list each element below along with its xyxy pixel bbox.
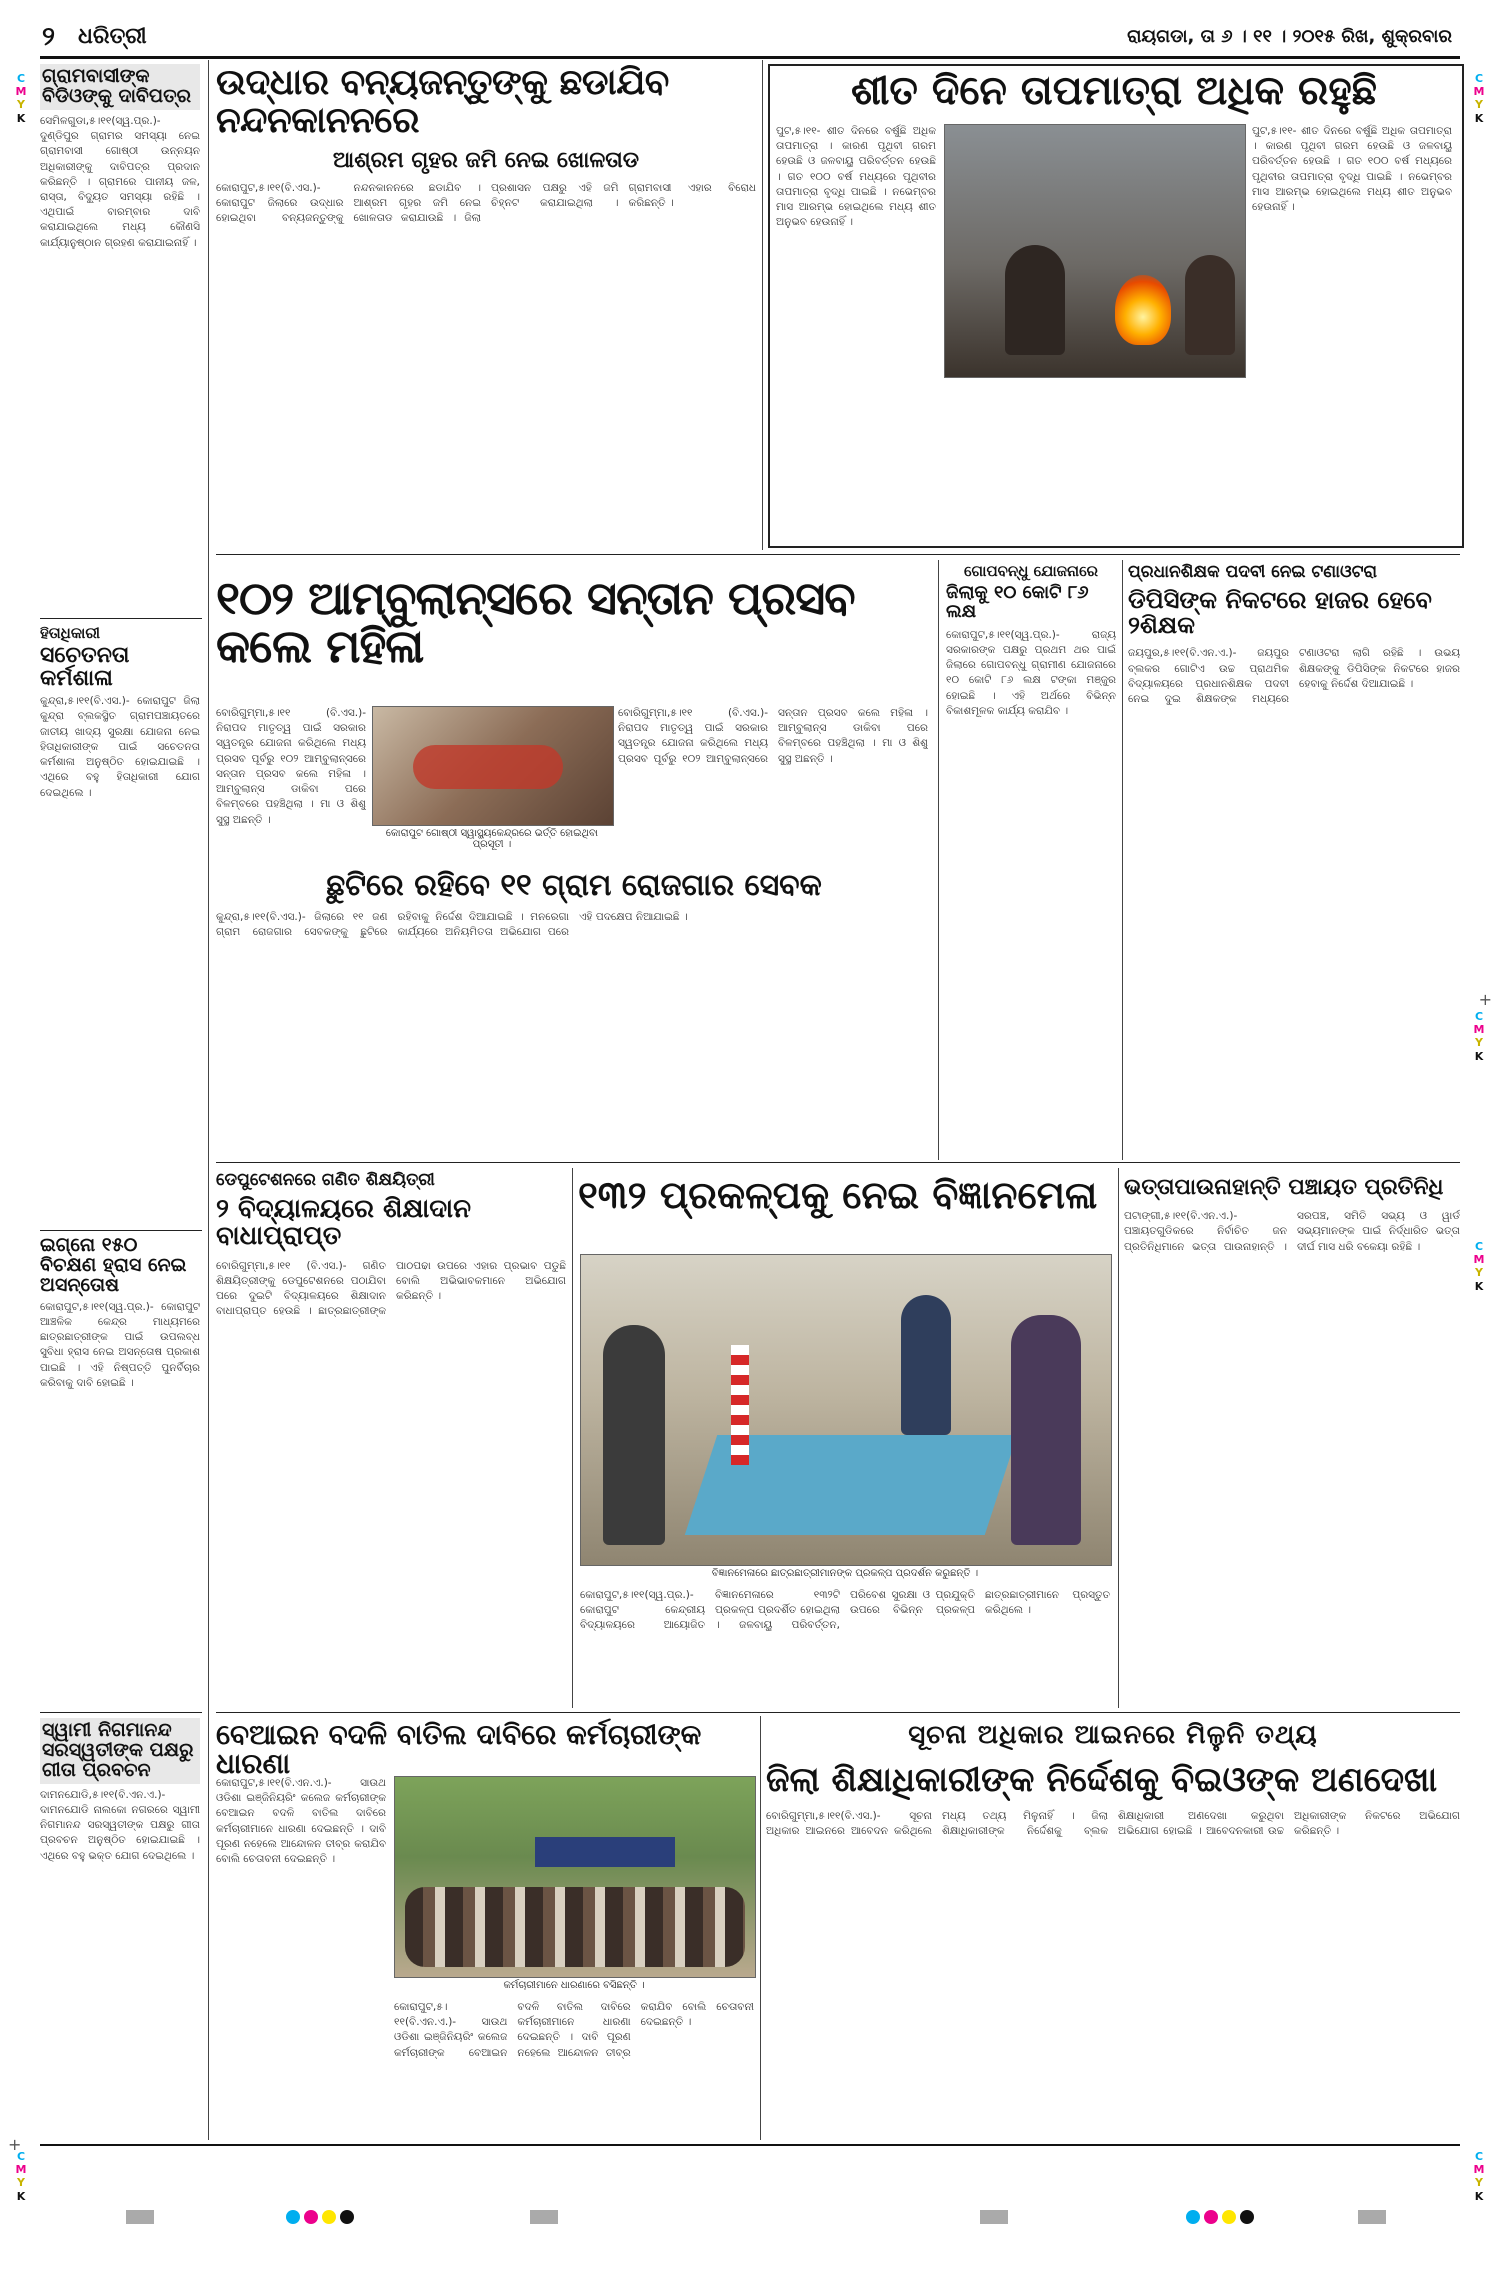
reg-y: Y — [1475, 1266, 1483, 1280]
science-fair-caption: ବିଜ୍ଞାନମେଳାରେ ଛାତ୍ରଛାତ୍ରୀମାନଙ୍କ ପ୍ରକଳ୍ପ ପ୍ରଦର୍ଶନ କରୁଛନ୍ତି । — [711, 1568, 979, 1579]
magenta-swatch — [1204, 2210, 1218, 2224]
rti-body: ବୋରିଗୁମ୍ମା,୫।୧୧(ବି.ଏସ.)- ସୂଚନା ଅଧିକାର ଆଇନରେ ଆବେଦନ କରିଥିଲେ ମଧ୍ୟ ତଥ୍ୟ ମିଳୁନାହିଁ । ଜିଲା ଶିକ୍ଷାଧିକାରୀଙ୍କ ନିର୍ଦ୍ଦେଶକୁ ବ୍ଲକ ଶିକ୍ଷାଧିକାରୀ ଅଣଦେଖା କରୁଥିବା ଅଭିଯୋଗ ହୋଇଛି । ଆବେଦନକାରୀ ଉଚ୍ଚ ଅଧିକାରୀଙ୍କ ନିକଟରେ ଅଭିଯୋଗ କରିଛନ୍ତି । — [766, 1809, 1460, 1837]
person-silhouette — [1185, 255, 1235, 355]
student-figure — [603, 1325, 665, 1545]
math-teacher-body: ବୋରିଗୁମ୍ମା,୫।୧୧ (ବି.ଏସ.)- ଗଣିତ ଶିକ୍ଷୟିତ୍ରୀଙ୍କୁ ଡେପୁଟେଶନରେ ପଠାଯିବା ପରେ ଦୁଇଟି ବିଦ୍ୟାଳୟରେ ଶିକ୍ଷାଦାନ ବାଧାପ୍ରାପ୍ତ ହେଉଛି । ଛାତ୍ରଛାତ୍ରୀଙ୍କ ପାଠପଢା ଉପରେ ଏହାର ପ୍ରଭାବ ପଡୁଛି ବୋଲି ଅଭିଭାବକମାନେ ଅଭିଯୋଗ କରିଛନ୍ତି । — [216, 1259, 566, 1318]
science-fair-photo — [580, 1254, 1112, 1566]
hitadhikari-body: କୁନ୍ଦ୍ରା,୫।୧୧(ବି.ଏସ.)- କୋରାପୁଟ ଜିଲା କୁନ୍ଦ୍ରା ବ୍ଲକସ୍ଥିତ ଗ୍ରାମପଞ୍ଚାୟତରେ ଜାତୀୟ ଖାଦ୍ୟ ସୁରକ୍ଷା ଯୋଜନା ନେଇ ହିତାଧିକାରୀଙ୍କ ପାଇଁ ସଚେତନତା କର୍ମଶାଳା ଅନୁଷ୍ଠିତ ହୋଇଯାଇଛି । ଏଥିରେ ବହୁ ହିତାଧିକାରୀ ଯୋଗ ଦେଇଥିଲେ । — [40, 695, 200, 799]
cyan-swatch — [1186, 2210, 1200, 2224]
villagers-article — [40, 64, 200, 634]
crowd — [405, 1887, 745, 1967]
employees-body-cont: କୋରାପୁଟ,୫।୧୧(ବି.ଏନ.ଏ.)- ସାଉଥ ଓଡିଶା ଇଞ୍ଜିନିୟରିଂ କଲେଜ କର୍ମଚାରୀଙ୍କ ବେଆଇନ ବଦଳି ବାତିଲ ଦାବିରେ କର୍ମଚାରୀମାନେ ଧାରଣା ଦେଇଛନ୍ତି । ଦାବି ପୂରଣ ନହେଲେ ଆନ୍ଦୋଳନ ତୀବ୍ର କରାଯିବ ବୋଲି ଚେତାବନୀ ଦେଇଛନ୍ତି । — [394, 2001, 754, 2059]
hitadhikari-article — [40, 624, 200, 1214]
panchayat-headline: ଭତ୍ତାପାଉନାହାନ୍ତି ପଞ୍ଚାୟତ ପ୍ରତିନିଧି — [1124, 1175, 1444, 1200]
rti-article — [766, 1720, 1460, 2109]
employees-article — [216, 1720, 754, 1779]
cyan-swatch — [286, 2210, 300, 2224]
reg-k: K — [1474, 1049, 1484, 1063]
divider — [938, 560, 939, 1160]
model-tower — [731, 1345, 749, 1465]
masthead-rule — [40, 56, 1460, 59]
reg-m: M — [1473, 2163, 1485, 2177]
science-fair-article — [578, 1173, 1118, 1217]
rti-headline: ଜିଲା ଶିକ୍ଷାଧିକାରୀଙ୍କ ନିର୍ଦ୍ଦେଶକୁ ବିଇଓଙ୍କ ଅଣଦେଖା — [766, 1760, 1438, 1800]
reg-m: M — [1473, 1023, 1485, 1037]
gopabandhu-kicker: ଗୋପବନ୍ଧୁ ଯୋଜନାରେ — [964, 562, 1098, 580]
reg-m: M — [15, 85, 27, 99]
nandankanan-headline: ଉଦ୍ଧାର ବନ୍ୟଜନ୍ତୁଙ୍କୁ ଛଡାଯିବ ନନ୍ଦନକାନନରେ — [216, 62, 669, 141]
reg-c: C — [16, 72, 26, 85]
gopabandhu-body: କୋରାପୁଟ,୫।୧୧(ସ୍ୱ.ପ୍ର.)- ରାଜ୍ୟ ସରକାରଙ୍କ ପକ୍ଷରୁ ପ୍ରଥମ ଥର ପାଇଁ ଜିଲାରେ ଗୋପବନ୍ଧୁ ଗ୍ରାମୀଣ ଯୋଜନାରେ ୧୦ କୋଟି ୮୬ ଲକ୍ଷ ଟଙ୍କା ମଞ୍ଜୁର ହୋଇଛି । ଏହି ଅର୍ଥରେ ବିଭିନ୍ନ ବିକାଶମୂଳକ କାର୍ଯ୍ୟ କରାଯିବ । — [946, 628, 1116, 717]
employees-photo — [394, 1776, 756, 1978]
ambulance-caption: କୋରାପୁଟ ଗୋଷ୍ଠୀ ସ୍ୱାସ୍ଥ୍ୟକେନ୍ଦ୍ରରେ ଭର୍ତ୍ତି ହୋଇଥିବା ପ୍ରସୂତୀ । — [385, 828, 599, 850]
crosshair-mark: + — [1478, 990, 1492, 1009]
nandankanan-subhead: ଆଶ୍ରମ ଗୃହର ଜମି ନେଇ ଖୋଳତାଡ — [332, 147, 640, 173]
reg-m: M — [1473, 85, 1485, 99]
crosshair-mark: + — [8, 2135, 22, 2154]
rti-kicker: ସୂଚନା ଅଧିକାର ଆଇନରେ ମିଳୁନି ତଥ୍ୟ — [908, 1720, 1318, 1750]
reg-c: C — [16, 2150, 26, 2163]
hitadhikari-kicker: ହିତାଧିକାରୀ — [40, 624, 100, 642]
rule — [216, 554, 1460, 555]
ambulance-article — [216, 571, 936, 674]
reg-m: M — [1473, 1253, 1485, 1267]
math-teacher-headline: ୨ ବିଦ୍ୟାଳୟରେ ଶିକ୍ଷାଦାନ ବାଧାପ୍ରାପ୍ତ — [216, 1194, 472, 1252]
ambulance-headline: ୧୦୨ ଆମ୍ବୁଲାନ୍ସରେ ସନ୍ତାନ ପ୍ରସବ କଲେ ମହିଳା — [216, 571, 855, 674]
bottom-rule — [40, 2144, 1460, 2146]
protest-banner — [535, 1837, 675, 1867]
igro-body: କୋରାପୁଟ,୫।୧୧(ସ୍ୱ.ପ୍ର.)- କୋରାପୁଟ ଆଞ୍ଚଳିକ କେନ୍ଦ୍ର ମାଧ୍ୟମରେ ଛାତ୍ରଛାତ୍ରୀଙ୍କ ପାଇଁ ଉପଲବ୍ଧ ସୁବିଧା ହ୍ରାସ ନେଇ ଅସନ୍ତୋଷ ପ୍ରକାଶ ପାଇଛି । ଏହି ନିଷ୍ପତ୍ତି ପୁନର୍ବିଚାର କରିବାକୁ ଦାବି ହୋଇଛି । — [40, 1300, 200, 1389]
divider — [760, 1716, 761, 2140]
registration-marks-right-mid — [1472, 1010, 1486, 1063]
gopabandhu-headline: ଜିଲାକୁ ୧୦ କୋଟି ୮୬ ଲକ୍ଷ — [946, 582, 1089, 622]
reg-m: M — [15, 2163, 27, 2177]
rojgar-headline: ଛୁଟିରେ ରହିବେ ୧୧ ଗ୍ରାମ ରୋଜଗାର ସେବକ — [326, 868, 822, 903]
yellow-swatch — [1222, 2210, 1236, 2224]
reg-y: Y — [17, 98, 25, 112]
reg-y: Y — [17, 2176, 25, 2190]
employees-headline: ବେଆଇନ ବଦଳି ବାତିଲ ଦାବିରେ କର୍ମଚାରୀଙ୍କ ଧାରଣା — [216, 1718, 702, 1781]
yellow-swatch — [322, 2210, 336, 2224]
igro-article — [40, 1236, 200, 1730]
reg-y: Y — [1475, 2176, 1483, 2190]
vivekananda-headline: ସ୍ୱାମୀ ନିଗମାନନ୍ଦ ସରସ୍ୱତୀଙ୍କ ପକ୍ଷରୁ ଗୀତା ପ୍ରବଚନ — [40, 1718, 200, 1784]
rule — [40, 1712, 202, 1713]
winter-photo — [944, 124, 1246, 378]
winter-body: ପୁଟ,୫।୧୧- ଶୀତ ଦିନରେ ବର୍ଷୁଛି ଅଧିକ ତାପମାତ୍ରା । କାରଣ ପୃଥିବୀ ଗରମ ହେଉଛି ଓ ଜଳବାୟୁ ପରିବର୍ତ୍ତନ ହେଉଛି । ଗତ ୧୦୦ ବର୍ଷ ମଧ୍ୟରେ ପୃଥିବୀର ତାପମାତ୍ରା ବୃଦ୍ଧି ପାଇଛି । ନଭେମ୍ବର ମାସ ଆରମ୍ଭ ହୋଇଥିଲେ ମଧ୍ୟ ଶୀତ ଅନୁଭବ ହେଉନାହିଁ । — [776, 125, 936, 229]
math-teacher-article — [216, 1170, 566, 1699]
divider — [572, 1168, 573, 1708]
reg-k: K — [1474, 1279, 1484, 1293]
vivekananda-article — [40, 1718, 200, 2118]
gray-swatch — [126, 2210, 154, 2224]
divider — [762, 60, 763, 550]
gray-swatch — [530, 2210, 558, 2224]
employees-body: କୋରାପୁଟ,୫।୧୧(ବି.ଏନ.ଏ.)- ସାଉଥ ଓଡିଶା ଇଞ୍ଜିନିୟରିଂ କଲେଜ କର୍ମଚାରୀଙ୍କ ବେଆଇନ ବଦଳି ବାତିଲ ଦାବିରେ କର୍ମଚାରୀମାନେ ଧାରଣା ଦେଇଛନ୍ତି । ଦାବି ପୂରଣ ନହେଲେ ଆନ୍ଦୋଳନ ତୀବ୍ର କରାଯିବ ବୋଲି ଚେତାବନୀ ଦେଇଛନ୍ତି । — [216, 1777, 386, 1866]
reg-k: K — [16, 111, 26, 125]
divider — [1122, 560, 1123, 1160]
headmaster-article — [1128, 562, 1460, 1146]
panchayat-body: ପଟାଙ୍ଗୀ,୫।୧୧(ବି.ଏନ.ଏ.)- ପଞ୍ଚାୟତଗୁଡିକରେ ନିର୍ବାଚିତ ଜନ ପ୍ରତିନିଧିମାନେ ଭତ୍ତା ପାଉନାହାନ୍ତି । ସରପଞ୍ଚ, ସମିତି ସଭ୍ୟ ଓ ୱାର୍ଡ ସଭ୍ୟମାନଙ୍କ ପାଇଁ ନିର୍ଦ୍ଧାରିତ ଭତ୍ତା ଦୀର୍ଘ ମାସ ଧରି ବକେୟା ରହିଛି । — [1124, 1210, 1460, 1253]
page-number: ୨ — [42, 22, 55, 52]
reg-y: Y — [1475, 1036, 1483, 1050]
person-silhouette — [1005, 245, 1065, 355]
teacher-figure — [901, 1295, 951, 1435]
gray-swatch — [1358, 2210, 1386, 2224]
gray-swatch — [980, 2210, 1008, 2224]
reg-c: C — [1474, 1010, 1484, 1023]
rule — [40, 618, 202, 619]
employees-caption: କର୍ମଚାରୀମାନେ ଧାରଣାରେ ବସିଛନ୍ତି । — [503, 1980, 645, 1991]
headmaster-headline: ଡିପିସିଙ୍କ ନିକଟରେ ହାଜର ହେବେ ୨ଶିକ୍ଷକ — [1128, 586, 1432, 640]
ambulance-body-cont: ବୋରିଗୁମ୍ମା,୫।୧୧ (ବି.ଏସ.)- ନିରାପଦ ମାତୃତ୍ୱ ପାଇଁ ସରକାର ସ୍ୱତନ୍ତ୍ର ଯୋଜନା କରିଥିଲେ ମଧ୍ୟ ପ୍ରସବ ପୂର୍ବରୁ ୧୦୨ ଆମ୍ବୁଲାନ୍ସରେ ସନ୍ତାନ ପ୍ରସବ କଲେ ମହିଳା । ଆମ୍ବୁଲାନ୍ସ ଡାକିବା ପରେ ବିଳମ୍ବରେ ପହଞ୍ଚିଥିଲା । ମା ଓ ଶିଶୁ ସୁସ୍ଥ ଅଛନ୍ତି । — [618, 707, 928, 765]
rule — [40, 1230, 202, 1231]
reg-c: C — [1474, 72, 1484, 85]
rule — [216, 1712, 1460, 1713]
villagers-body: ସେମିଳଗୁଡା,୫।୧୧(ସ୍ୱ.ପ୍ର.)- ଦୁଣ୍ଡିପୁର ଗ୍ରାମର ସମସ୍ୟା ନେଇ ଗ୍ରାମବାସୀ ଗୋଷ୍ଠୀ ଉନ୍ନୟନ ଅଧିକାରୀଙ୍କୁ ଦାବିପତ୍ର ପ୍ରଦାନ କରିଛନ୍ତି । ଗ୍ରାମରେ ପାନୀୟ ଜଳ, ରାସ୍ତା, ବିଦ୍ୟୁତ ସମସ୍ୟା ରହିଛି । ଏଥିପାଇଁ ବାରମ୍ବାର ଦାବି କରାଯାଇଥିଲେ ମଧ୍ୟ କୌଣସି କାର୍ଯ୍ୟାନୁଷ୍ଠାନ ଗ୍ରହଣ କରାଯାଇନାହିଁ । — [40, 114, 200, 249]
igro-headline: ଇଗ୍ନୋ ୧୫୦ ବିଚକ୍ଷଣ ହ୍ରାସ ନେଇ ଅସନ୍ତୋଷ — [40, 1234, 187, 1296]
winter-body-right: ପୁଟ,୫।୧୧- ଶୀତ ଦିନରେ ବର୍ଷୁଛି ଅଧିକ ତାପମାତ୍ରା । କାରଣ ପୃଥିବୀ ଗରମ ହେଉଛି ଓ ଜଳବାୟୁ ପରିବର୍ତ୍ତନ ହେଉଛି । ଗତ ୧୦୦ ବର୍ଷ ମଧ୍ୟରେ ପୃଥିବୀର ତାପମାତ୍ରା ବୃଦ୍ଧି ପାଇଛି । ନଭେମ୍ବର ମାସ ଆରମ୍ଭ ହୋଇଥିଲେ ମଧ୍ୟ ଶୀତ ଅନୁଭବ ହେଉନାହିଁ । — [1252, 125, 1452, 214]
nandankanan-article — [216, 64, 756, 481]
ambulance-body: ବୋରିଗୁମ୍ମା,୫।୧୧ (ବି.ଏସ.)- ନିରାପଦ ମାତୃତ୍ୱ ପାଇଁ ସରକାର ସ୍ୱତନ୍ତ୍ର ଯୋଜନା କରିଥିଲେ ମଧ୍ୟ ପ୍ରସବ ପୂର୍ବରୁ ୧୦୨ ଆମ୍ବୁଲାନ୍ସରେ ସନ୍ତାନ ପ୍ରସବ କଲେ ମହିଳା । ଆମ୍ବୁଲାନ୍ସ ଡାକିବା ପରେ ବିଳମ୍ବରେ ପହଞ୍ଚିଥିଲା । ମା ଓ ଶିଶୁ ସୁସ୍ଥ ଅଛନ୍ତି । — [216, 707, 366, 826]
gopabandhu-article — [946, 562, 1116, 1148]
reg-c: C — [1474, 2150, 1484, 2163]
registration-marks-right-top — [1472, 72, 1486, 125]
registration-marks-right-lower — [1472, 1240, 1486, 1293]
registration-marks-left-bottom — [14, 2150, 28, 2203]
paper-name: ଧରିତ୍ରୀ — [78, 24, 147, 49]
registration-marks-right-bottom — [1472, 2150, 1486, 2203]
reg-y: Y — [1475, 98, 1483, 112]
magenta-swatch — [304, 2210, 318, 2224]
reg-k: K — [16, 2189, 26, 2203]
reg-k: K — [1474, 2189, 1484, 2203]
hitadhikari-headline: ସଚେତନତା କର୍ମଶାଳା — [40, 643, 130, 692]
black-swatch — [1240, 2210, 1254, 2224]
patient-figure — [413, 745, 563, 789]
fire-glow — [1115, 275, 1171, 345]
winter-article — [776, 70, 1452, 112]
ambulance-photo — [372, 706, 614, 826]
vivekananda-body: ଦାମନଯୋଡି,୫।୧୧(ବି.ଏନ.ଏ.)- ଦାମନଯୋଡି ନାଲକୋ ନଗରରେ ସ୍ୱାମୀ ନିଗମାନନ୍ଦ ସରସ୍ୱତୀଙ୍କ ପକ୍ଷରୁ ଗୀତା ପ୍ରବଚନ ଅନୁଷ୍ଠିତ ହୋଇଯାଇଛି । ଏଥିରେ ବହୁ ଭକ୍ତ ଯୋଗ ଦେଇଥିଲେ । — [40, 1788, 200, 1862]
headmaster-body: ଜୟପୁର,୫।୧୧(ବି.ଏନ.ଏ.)- ଜୟପୁର ବ୍ଲକର ଗୋଟିଏ ଉଚ୍ଚ ପ୍ରାଥମିକ ବିଦ୍ୟାଳୟରେ ପ୍ରଧାନଶିକ୍ଷକ ପଦବୀ ନେଇ ଦୁଇ ଶିକ୍ଷକଙ୍କ ମଧ୍ୟରେ ଟଣାଓଟରା ଲାଗି ରହିଛି । ଉଭୟ ଶିକ୍ଷକଙ୍କୁ ଡିପିସିଙ୍କ ନିକଟରେ ହାଜର ହେବାକୁ ନିର୍ଦ୍ଦେଶ ଦିଆଯାଇଛି । — [1128, 647, 1460, 706]
villagers-headline: ଗ୍ରାମବାସୀଙ୍କ ବିଡିଓଙ୍କୁ ଦାବିପତ୍ର — [40, 64, 200, 110]
divider — [1118, 1168, 1119, 1708]
math-teacher-kicker: ଡେପୁଟେଶନରେ ଗଣିତ ଶିକ୍ଷୟିତ୍ରୀ — [216, 1170, 435, 1190]
panchayat-article — [1124, 1176, 1460, 1689]
registration-marks-left-top — [14, 72, 28, 125]
rojgar-body: କୁନ୍ଦ୍ରା,୫।୧୧(ବି.ଏସ.)- ଜିଲାରେ ୧୧ ଜଣ ଗ୍ରାମ ରୋଜଗାର ସେବକଙ୍କୁ ଛୁଟିରେ ରହିବାକୁ ନିର୍ଦ୍ଦେଶ ଦିଆଯାଇଛି । ମନରେଗା କାର୍ଯ୍ୟରେ ଅନିୟମିତତା ଅଭିଯୋଗ ପରେ ଏହି ପଦକ୍ଷେପ ନିଆଯାଇଛି । — [216, 910, 688, 938]
student-figure — [1011, 1315, 1081, 1545]
winter-headline: ଶୀତ ଦିନେ ତାପମାତ୍ରା ଅଧିକ ରହୁଛି — [850, 68, 1378, 114]
left-column-divider — [208, 60, 209, 2140]
black-swatch — [340, 2210, 354, 2224]
dateline: ରାୟଗଡା, ତା ୬ । ୧୧ । ୨୦୧୫ ରିଖ, ଶୁକ୍ରବାର — [1127, 26, 1452, 47]
science-fair-headline: ୧୩୨ ପ୍ରକଳ୍ପକୁ ନେଇ ବିଜ୍ଞାନମେଳା — [578, 1173, 1098, 1217]
nandankanan-body: କୋରାପୁଟ,୫।୧୧(ବି.ଏସ.)- କୋରାପୁଟ ଜିଲାରେ ଉଦ୍ଧାର ହୋଇଥିବା ବନ୍ୟଜନ୍ତୁଙ୍କୁ ନନ୍ଦନକାନନରେ ଛଡାଯିବ । ଆଶ୍ରମ ଗୃହର ଜମି ନେଇ ଖୋଳତାଡ କରାଯାଉଛି । ଜିଲା ପ୍ରଶାସନ ପକ୍ଷରୁ ଏହି ଜମି ଚିହ୍ନଟ କରାଯାଇଥିଲା । ଗ୍ରାମବାସୀ ଏହାର ବିରୋଧ କରିଛନ୍ତି । — [216, 181, 756, 225]
science-fair-body: କୋରାପୁଟ,୫।୧୧(ସ୍ୱ.ପ୍ର.)- କୋରାପୁଟ କେନ୍ଦ୍ରୀୟ ବିଦ୍ୟାଳୟରେ ଆୟୋଜିତ ବିଜ୍ଞାନମେଳାରେ ୧୩୨ଟି ପ୍ରକଳ୍ପ ପ୍ରଦର୍ଶିତ ହୋଇଥିଲା । ଜଳବାୟୁ ପରିବର୍ତ୍ତନ, ପରିବେଶ ସୁରକ୍ଷା ଓ ପ୍ରଯୁକ୍ତି ଉପରେ ବିଭିନ୍ନ ପ୍ରକଳ୍ପ ଛାତ୍ରଛାତ୍ରୀମାନେ ପ୍ରସ୍ତୁତ କରିଥିଲେ । — [580, 1589, 1110, 1632]
rule — [216, 1162, 1460, 1163]
reg-c: C — [1474, 1240, 1484, 1253]
reg-k: K — [1474, 111, 1484, 125]
headmaster-kicker: ପ୍ରଧାନଶିକ୍ଷକ ପଦବୀ ନେଇ ଟଣାଓଟରା — [1128, 562, 1378, 582]
rojgar-article — [216, 870, 932, 1110]
